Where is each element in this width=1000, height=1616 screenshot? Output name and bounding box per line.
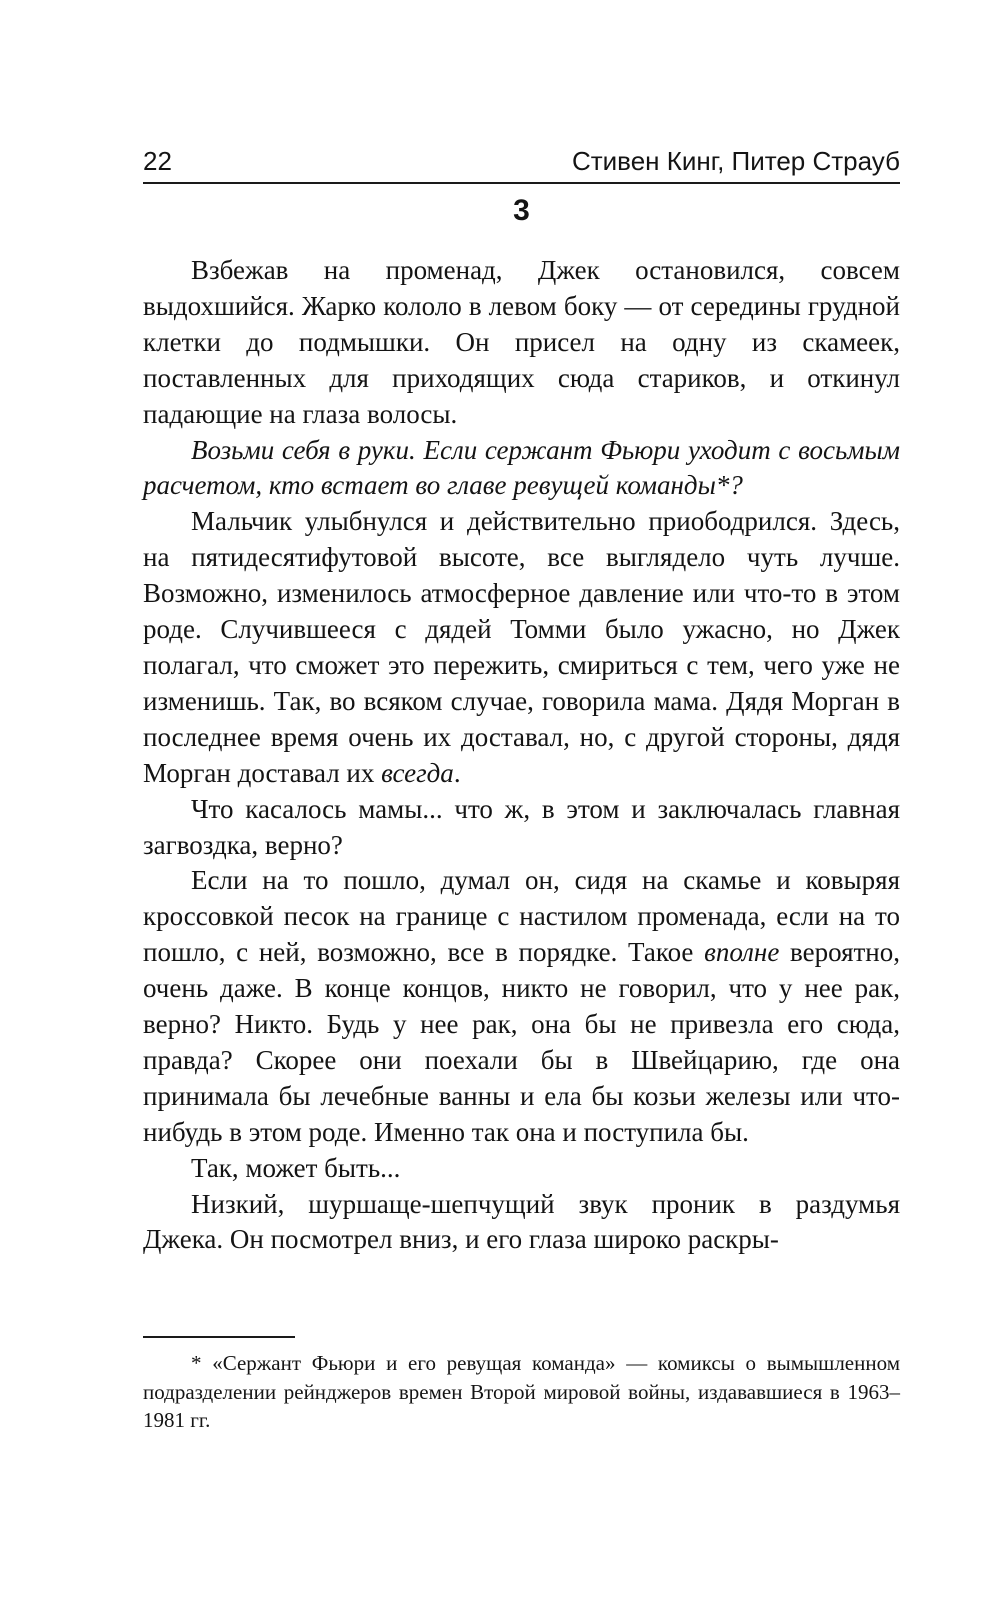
- page-number: 22: [143, 146, 172, 176]
- text-run: Так, может быть...: [191, 1152, 401, 1183]
- chapter-number: 3: [513, 194, 530, 227]
- paragraph: [143, 504, 900, 791]
- footnote: * «Сержант Фьюри и его ревущая команда» — комиксы о вымышленном подразделении рейнджеров времен Второй мировой войны, издававшиеся в 1963–1981 гг.: [143, 1351, 900, 1432]
- paragraph: [143, 792, 900, 864]
- paragraph: [143, 433, 900, 505]
- italic-text: Возьми себя в руки. Если сержант Фьюри уходит с восьмым расчетом, кто встает во главе ревущей команды*?: [143, 434, 900, 501]
- footnote-divider: [143, 1336, 295, 1338]
- text-run: вероятно, очень даже. В конце концов, никто не говорил, что у нее рак, верно? Никто. Будь у нее рак, она бы не привезла его сюда, правда? Скорее они поехали бы в Швейцарию, где она принимала бы лечебные ванны и ела бы козьи железы или что-нибудь в этом роде. Именно так она и поступила бы.: [143, 937, 900, 1147]
- paragraph: [143, 1187, 900, 1259]
- text-run: .: [453, 757, 461, 788]
- paragraph: [143, 863, 900, 1150]
- italic-text: всегда: [381, 757, 454, 788]
- text-run: Низкий, шуршаще-шепчущий звук проник в раздумья Джека. Он посмотрел вниз, и его глаза широко раскры-: [143, 1188, 900, 1255]
- text-run: Что касалось мамы... что ж, в этом и заключалась главная загвоздка, верно?: [143, 793, 900, 860]
- body-text: [143, 253, 900, 1258]
- text-run: Взбежав на променад, Джек остановился, совсем выдохшийся. Жарко кололо в левом боку — от середины грудной клетки до подмышки. Он присел на одну из скамеек, поставленных для приходящих сюда стариков, и откинул падающие на глаза волосы.: [143, 255, 900, 429]
- text-run: Мальчик улыбнулся и действительно приободрился. Здесь, на пятидесятифутовой высоте, все выглядело чуть лучше. Возможно, изменилось атмосферное давление или что-то в этом роде. Случившееся с дядей Томми было ужасно, но Джек полагал, что сможет это пережить, смириться с тем, чего уже не изменишь. Так, во всяком случае, говорила мама. Дядя Морган в последнее время очень их доставал, но, с другой стороны, дядя Морган доставал их: [143, 506, 900, 788]
- text-run: Если на то пошло, думал он, сидя на скамье и ковыряя кроссовкой песок на границе с настилом променада, если на то пошло, с ней, возможно, все в порядке. Такое: [143, 865, 900, 968]
- running-head: Стивен Кинг, Питер Страуб: [571, 146, 900, 176]
- paragraph: [143, 1151, 900, 1187]
- paragraph: [143, 253, 900, 433]
- italic-text: вполне: [704, 937, 780, 968]
- page-header: [143, 142, 900, 184]
